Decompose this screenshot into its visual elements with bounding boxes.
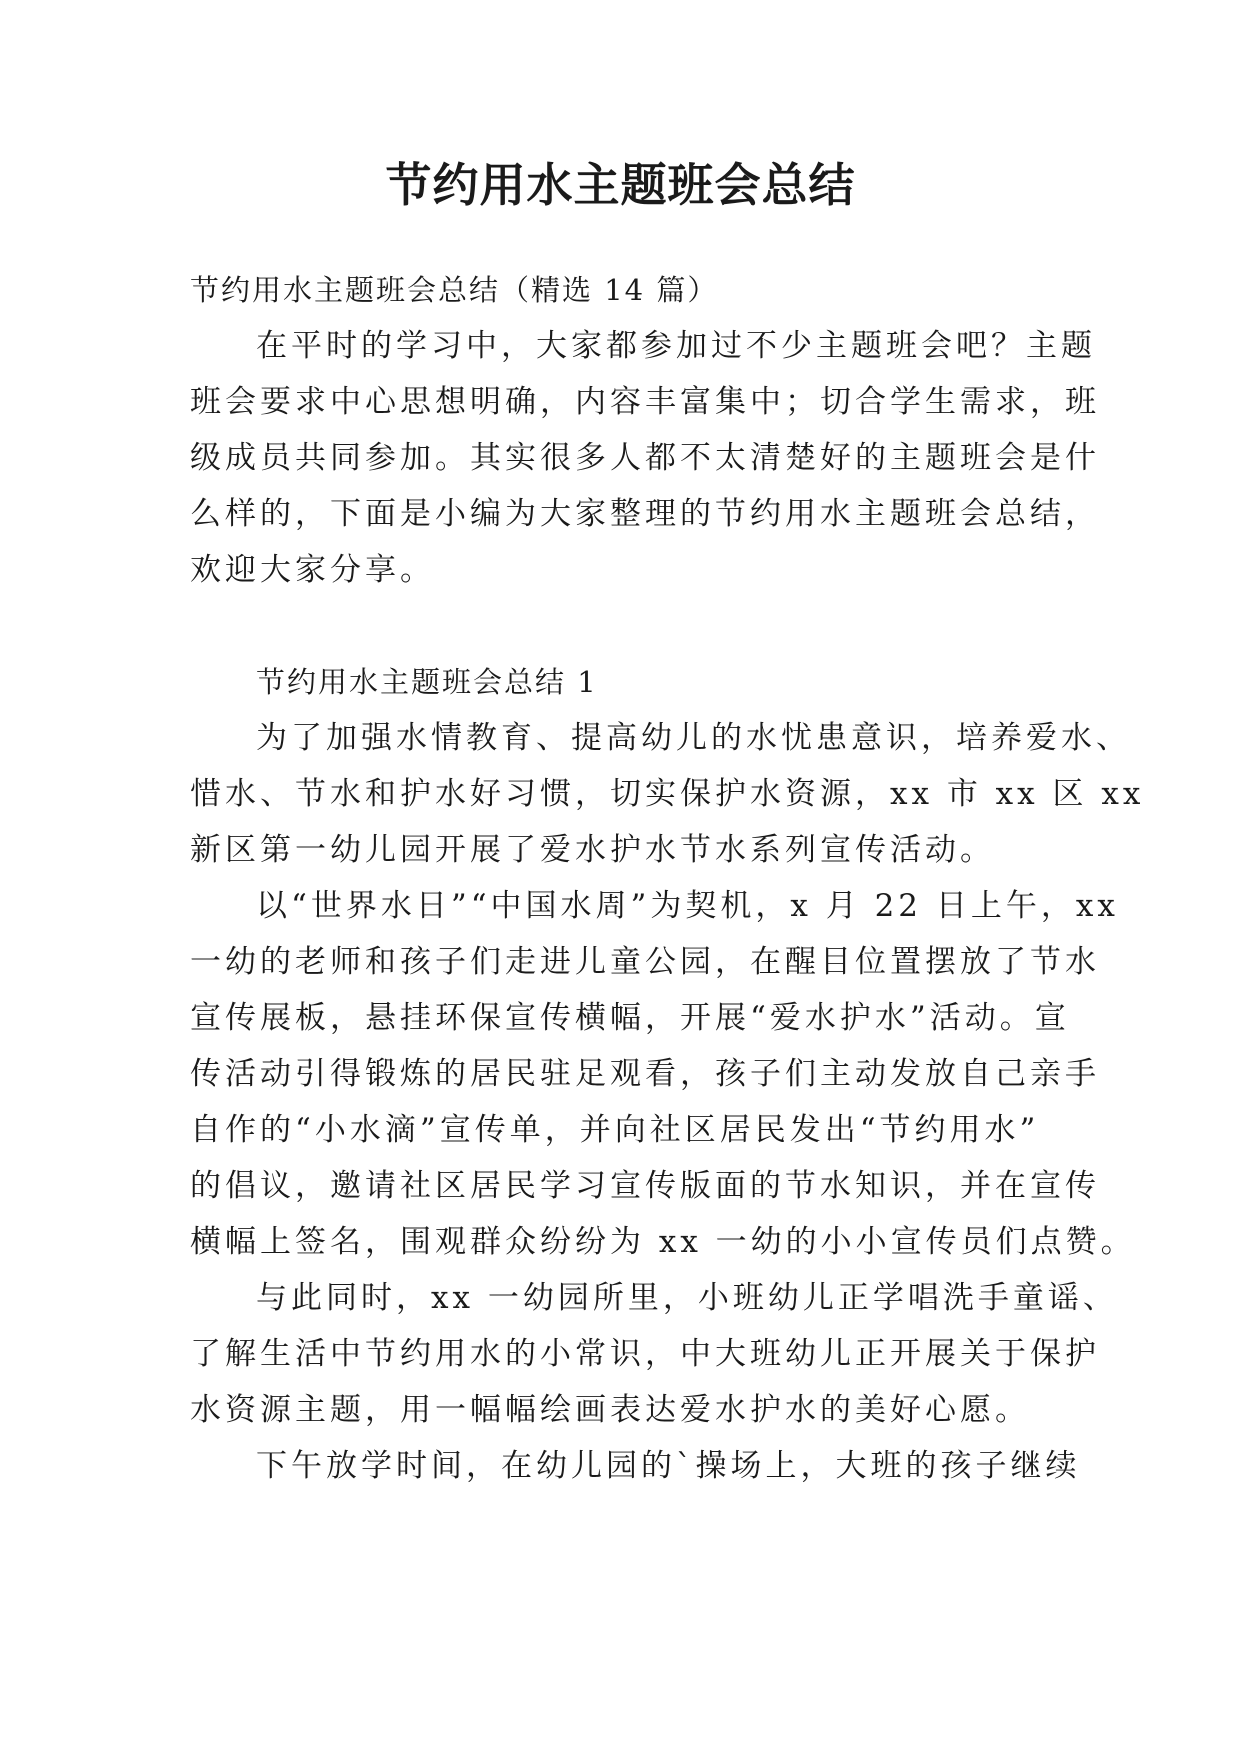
paragraph-line: 宣传展板，悬挂环保宣传横幅，开展“爱水护水”活动。宣 [190,1000,1070,1036]
intro-line: 班会要求中心思想明确，内容丰富集中；切合学生需求，班 [190,384,1100,420]
intro-line: 么样的，下面是小编为大家整理的节约用水主题班会总结， [190,496,1100,532]
paragraph-gap [190,598,1050,654]
paragraph-line: 一幼的老师和孩子们走进儿童公园，在醒目位置摆放了节水 [190,944,1100,980]
paragraph-line: 了解生活中节约用水的小常识，中大班幼儿正开展关于保护 [190,1336,1100,1372]
intro-line: 在平时的学习中，大家都参加过不少主题班会吧？主题 [256,328,1096,364]
document-body [190,262,1145,1494]
paragraph-line: 以“世界水日”“中国水周”为契机，x 月 22 日上午，xx [256,888,1119,924]
paragraph-line: 的倡议，邀请社区居民学习宣传版面的节水知识，并在宣传 [190,1168,1100,1204]
paragraph-line: 为了加强水情教育、提高幼儿的水忧患意识，培养爱水、 [256,720,1131,756]
paragraph-line: 与此同时，xx 一幼园所里，小班幼儿正学唱洗手童谣、 [256,1280,1118,1316]
intro-line: 级成员共同参加。其实很多人都不太清楚好的主题班会是什 [190,440,1100,476]
intro-paragraph [190,318,1100,598]
paragraph-line: 惜水、节水和护水好习惯，切实保护水资源，xx 市 xx 区 xx [190,776,1145,812]
document-subtitle: 节约用水主题班会总结（精选 14 篇） [190,273,719,307]
paragraph-4 [190,1438,1081,1494]
paragraph-line: 下午放学时间，在幼儿园的`操场上，大班的孩子继续 [256,1448,1081,1484]
paragraph-1 [190,710,1145,878]
intro-line: 欢迎大家分享。 [190,552,435,588]
paragraph-line: 水资源主题，用一幅幅绘画表达爱水护水的美好心愿。 [190,1392,1030,1428]
paragraph-line: 自作的“小水滴”宣传单，并向社区居民发出“节约用水” [190,1112,1040,1148]
paragraph-line: 横幅上签名，围观群众纷纷为 xx 一幼的小小宣传员们点赞。 [190,1224,1136,1260]
document-title: 节约用水主题班会总结 [385,158,856,212]
section-heading: 节约用水主题班会总结 1 [256,665,598,699]
paragraph-line: 新区第一幼儿园开展了爱水护水节水系列宣传活动。 [190,832,995,868]
paragraph-line: 传活动引得锻炼的居民驻足观看，孩子们主动发放自己亲手 [190,1056,1100,1092]
paragraph-3 [190,1270,1118,1438]
paragraph-2 [190,878,1136,1270]
